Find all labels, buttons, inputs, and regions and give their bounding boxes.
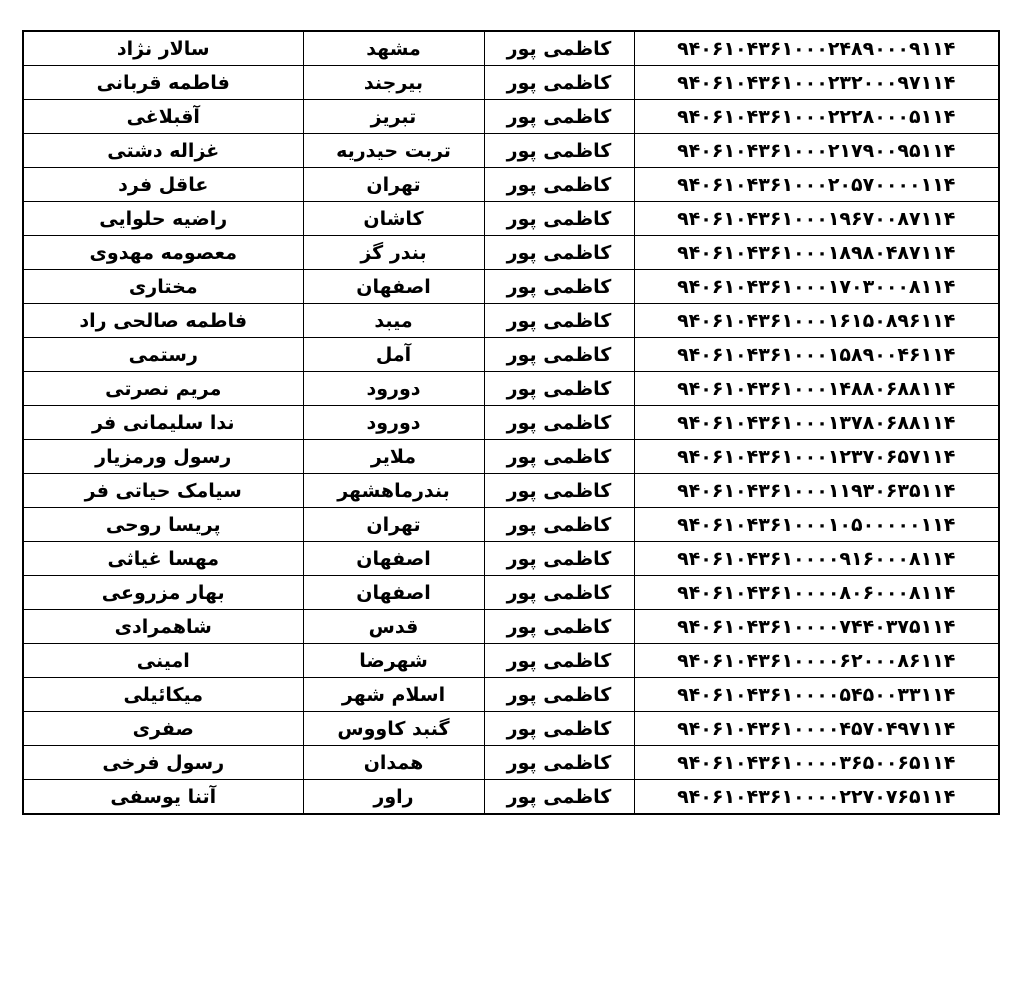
- tracking-code-cell: ۹۴۰۶۱۰۴۳۶۱۰۰۰۱۸۹۸۰۴۸۷۱۱۴: [634, 236, 999, 270]
- city-cell: اسلام شهر: [303, 678, 484, 712]
- agent-name-cell: کاظمی پور: [484, 202, 634, 236]
- table-row: [23, 542, 999, 576]
- tracking-code-cell: ۹۴۰۶۱۰۴۳۶۱۰۰۰۱۰۵۰۰۰۰۰۱۱۴: [634, 508, 999, 542]
- person-name-cell: رسول فرخی: [23, 746, 303, 780]
- tracking-code-cell: ۹۴۰۶۱۰۴۳۶۱۰۰۰۲۴۸۹۰۰۰۹۱۱۴: [634, 31, 999, 66]
- agent-name-cell: کاظمی پور: [484, 780, 634, 815]
- records-table: [22, 30, 1000, 815]
- table-row: [23, 712, 999, 746]
- table-row: [23, 134, 999, 168]
- agent-name-cell: کاظمی پور: [484, 440, 634, 474]
- tracking-code-cell: ۹۴۰۶۱۰۴۳۶۱۰۰۰۲۳۲۰۰۰۹۷۱۱۴: [634, 66, 999, 100]
- person-name-cell: فاطمه صالحی راد: [23, 304, 303, 338]
- table-row: [23, 780, 999, 815]
- tracking-code-cell: ۹۴۰۶۱۰۴۳۶۱۰۰۰۰۳۶۵۰۰۶۵۱۱۴: [634, 746, 999, 780]
- table-row: [23, 31, 999, 66]
- person-name-cell: رسول ورمزیار: [23, 440, 303, 474]
- agent-name-cell: کاظمی پور: [484, 406, 634, 440]
- tracking-code-cell: ۹۴۰۶۱۰۴۳۶۱۰۰۰۰۷۴۴۰۳۷۵۱۱۴: [634, 610, 999, 644]
- agent-name-cell: کاظمی پور: [484, 508, 634, 542]
- city-cell: گنبد کاووس: [303, 712, 484, 746]
- agent-name-cell: کاظمی پور: [484, 644, 634, 678]
- tracking-code-cell: ۹۴۰۶۱۰۴۳۶۱۰۰۰۱۹۶۷۰۰۸۷۱۱۴: [634, 202, 999, 236]
- agent-name-cell: کاظمی پور: [484, 542, 634, 576]
- person-name-cell: عاقل فرد: [23, 168, 303, 202]
- tracking-code-cell: ۹۴۰۶۱۰۴۳۶۱۰۰۰۰۶۲۰۰۰۸۶۱۱۴: [634, 644, 999, 678]
- city-cell: اصفهان: [303, 542, 484, 576]
- table-row: [23, 168, 999, 202]
- person-name-cell: معصومه مهدوی: [23, 236, 303, 270]
- city-cell: شهرضا: [303, 644, 484, 678]
- table-row: [23, 406, 999, 440]
- table-row: [23, 202, 999, 236]
- tracking-code-cell: ۹۴۰۶۱۰۴۳۶۱۰۰۰۰۴۵۷۰۴۹۷۱۱۴: [634, 712, 999, 746]
- city-cell: مشهد: [303, 31, 484, 66]
- agent-name-cell: کاظمی پور: [484, 270, 634, 304]
- person-name-cell: بهار مزروعی: [23, 576, 303, 610]
- city-cell: اصفهان: [303, 270, 484, 304]
- person-name-cell: راضیه حلوایی: [23, 202, 303, 236]
- agent-name-cell: کاظمی پور: [484, 100, 634, 134]
- city-cell: تهران: [303, 168, 484, 202]
- city-cell: کاشان: [303, 202, 484, 236]
- tracking-code-cell: ۹۴۰۶۱۰۴۳۶۱۰۰۰۲۰۵۷۰۰۰۰۱۱۴: [634, 168, 999, 202]
- person-name-cell: مهسا غیاثی: [23, 542, 303, 576]
- agent-name-cell: کاظمی پور: [484, 236, 634, 270]
- city-cell: میبد: [303, 304, 484, 338]
- tracking-code-cell: ۹۴۰۶۱۰۴۳۶۱۰۰۰۰۸۰۶۰۰۰۸۱۱۴: [634, 576, 999, 610]
- person-name-cell: میکائیلی: [23, 678, 303, 712]
- city-cell: دورود: [303, 406, 484, 440]
- person-name-cell: مریم نصرتی: [23, 372, 303, 406]
- table-row: [23, 474, 999, 508]
- agent-name-cell: کاظمی پور: [484, 576, 634, 610]
- tracking-code-cell: ۹۴۰۶۱۰۴۳۶۱۰۰۰۰۵۴۵۰۰۳۳۱۱۴: [634, 678, 999, 712]
- agent-name-cell: کاظمی پور: [484, 304, 634, 338]
- table-row: [23, 338, 999, 372]
- agent-name-cell: کاظمی پور: [484, 678, 634, 712]
- table-row: [23, 440, 999, 474]
- person-name-cell: غزاله دشتی: [23, 134, 303, 168]
- tracking-code-cell: ۹۴۰۶۱۰۴۳۶۱۰۰۰۰۹۱۶۰۰۰۸۱۱۴: [634, 542, 999, 576]
- city-cell: بیرجند: [303, 66, 484, 100]
- person-name-cell: فاطمه قربانی: [23, 66, 303, 100]
- city-cell: بندرماهشهر: [303, 474, 484, 508]
- city-cell: قدس: [303, 610, 484, 644]
- tracking-code-cell: ۹۴۰۶۱۰۴۳۶۱۰۰۰۱۳۷۸۰۶۸۸۱۱۴: [634, 406, 999, 440]
- table-row: [23, 304, 999, 338]
- agent-name-cell: کاظمی پور: [484, 610, 634, 644]
- person-name-cell: صفری: [23, 712, 303, 746]
- tracking-code-cell: ۹۴۰۶۱۰۴۳۶۱۰۰۰۱۴۸۸۰۶۸۸۱۱۴: [634, 372, 999, 406]
- person-name-cell: آقبلاغی: [23, 100, 303, 134]
- table-row: [23, 236, 999, 270]
- tracking-code-cell: ۹۴۰۶۱۰۴۳۶۱۰۰۰۱۶۱۵۰۸۹۶۱۱۴: [634, 304, 999, 338]
- person-name-cell: رستمی: [23, 338, 303, 372]
- city-cell: تبریز: [303, 100, 484, 134]
- agent-name-cell: کاظمی پور: [484, 746, 634, 780]
- person-name-cell: سالار نژاد: [23, 31, 303, 66]
- person-name-cell: آتنا یوسفی: [23, 780, 303, 815]
- city-cell: دورود: [303, 372, 484, 406]
- person-name-cell: پریسا روحی: [23, 508, 303, 542]
- agent-name-cell: کاظمی پور: [484, 66, 634, 100]
- table-row: [23, 66, 999, 100]
- city-cell: راور: [303, 780, 484, 815]
- agent-name-cell: کاظمی پور: [484, 338, 634, 372]
- person-name-cell: سیامک حیاتی فر: [23, 474, 303, 508]
- tracking-code-cell: ۹۴۰۶۱۰۴۳۶۱۰۰۰۲۱۷۹۰۰۹۵۱۱۴: [634, 134, 999, 168]
- agent-name-cell: کاظمی پور: [484, 31, 634, 66]
- city-cell: تهران: [303, 508, 484, 542]
- agent-name-cell: کاظمی پور: [484, 712, 634, 746]
- person-name-cell: امینی: [23, 644, 303, 678]
- table-row: [23, 100, 999, 134]
- agent-name-cell: کاظمی پور: [484, 168, 634, 202]
- city-cell: آمل: [303, 338, 484, 372]
- table-row: [23, 508, 999, 542]
- city-cell: بندر گز: [303, 236, 484, 270]
- table-row: [23, 270, 999, 304]
- agent-name-cell: کاظمی پور: [484, 372, 634, 406]
- agent-name-cell: کاظمی پور: [484, 134, 634, 168]
- table-row: [23, 576, 999, 610]
- table-row: [23, 746, 999, 780]
- tracking-code-cell: ۹۴۰۶۱۰۴۳۶۱۰۰۰۲۲۲۸۰۰۰۵۱۱۴: [634, 100, 999, 134]
- person-name-cell: شاهمرادی: [23, 610, 303, 644]
- table-row: [23, 644, 999, 678]
- tracking-code-cell: ۹۴۰۶۱۰۴۳۶۱۰۰۰۰۲۲۷۰۷۶۵۱۱۴: [634, 780, 999, 815]
- table-row: [23, 610, 999, 644]
- person-name-cell: ندا سلیمانی فر: [23, 406, 303, 440]
- city-cell: تربت حیدریه: [303, 134, 484, 168]
- tracking-code-cell: ۹۴۰۶۱۰۴۳۶۱۰۰۰۱۱۹۳۰۶۳۵۱۱۴: [634, 474, 999, 508]
- city-cell: اصفهان: [303, 576, 484, 610]
- person-name-cell: مختاری: [23, 270, 303, 304]
- city-cell: همدان: [303, 746, 484, 780]
- records-table-body: [23, 31, 999, 814]
- agent-name-cell: کاظمی پور: [484, 474, 634, 508]
- tracking-code-cell: ۹۴۰۶۱۰۴۳۶۱۰۰۰۱۷۰۳۰۰۰۸۱۱۴: [634, 270, 999, 304]
- table-row: [23, 678, 999, 712]
- tracking-code-cell: ۹۴۰۶۱۰۴۳۶۱۰۰۰۱۲۳۷۰۶۵۷۱۱۴: [634, 440, 999, 474]
- table-row: [23, 372, 999, 406]
- tracking-code-cell: ۹۴۰۶۱۰۴۳۶۱۰۰۰۱۵۸۹۰۰۴۶۱۱۴: [634, 338, 999, 372]
- city-cell: ملایر: [303, 440, 484, 474]
